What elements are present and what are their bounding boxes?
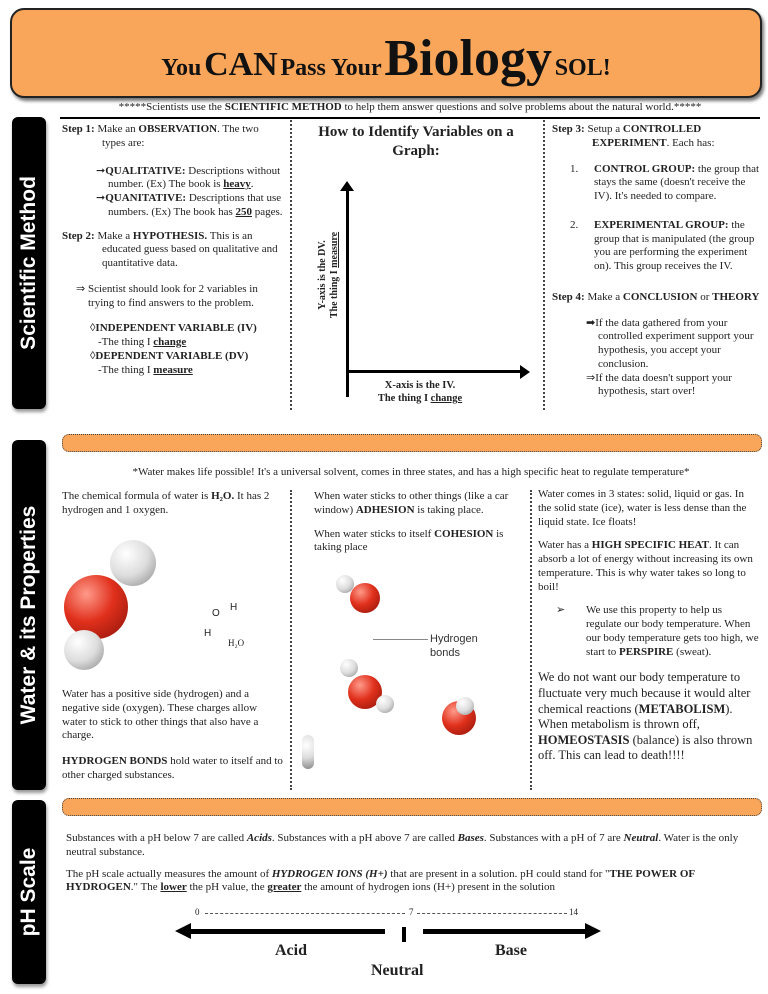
text: Substances with a pH below 7 are called [66,832,247,844]
text: -The thing I [98,336,154,348]
right-arrow-icon [585,923,601,939]
text: QUANITATIVE: [105,192,187,204]
water-col-1-bottom [62,688,284,788]
text: Bases [457,832,484,844]
text: to help them answer questions and solve problems about the natural world.***** [341,101,702,113]
text: . It can absorb a lot of energy without increasing its own temperature. This is why water takes so long to boil! [538,539,753,593]
text: METABOLISM [638,701,726,716]
x-arrow-icon [520,365,530,379]
text: PERSPIRE [619,645,674,658]
tick-14: 14 [569,907,578,917]
text: -The thing I [98,363,154,376]
text: Acids [246,832,272,844]
y-arrow-icon [340,181,354,191]
text: measure [329,231,340,268]
water-col-2 [314,490,524,560]
text: H₂O [228,638,245,648]
divider [60,117,760,119]
text: . Water is the only neutral substance. [66,832,739,858]
column-divider [290,490,292,790]
text: measure [153,363,193,376]
water-intro: *Water makes life possible! It's a universal solvent, comes in three states, and has a high specific heat to regulate temperature* [132,466,690,478]
title-word: Pass Your [280,55,382,81]
section-tab-water [12,440,46,790]
text: Water has a positive side (hydrogen) and a negative side (oxygen). These charges allow water to stick to other things that also have a charge. [62,688,259,742]
text: . Substances with a pH above 7 are called [271,832,458,844]
text: 1. [570,162,579,175]
water-col-3 [538,488,760,769]
title-word: SOL! [554,55,611,81]
text: Step 4: [552,290,585,303]
text: Make a [94,229,133,242]
title-word: CAN [204,46,278,83]
section-bar [62,798,762,816]
text: the amount of hydrogen ions (H+) present in the solution [301,881,556,894]
water-col-1 [62,490,284,523]
text: CONCLUSION [622,290,698,303]
text: O [212,608,220,619]
text: HOMEOSTASIS [538,732,630,747]
text: OBSERVATION [138,123,218,135]
text: the group that stays the same (doesn't receive the IV). It's needed to compare. [594,162,760,202]
text: hold water to itself and to other charged substances. [62,755,283,781]
arrow-bullet-icon: ➢ [556,604,566,617]
ph-text [66,832,756,900]
column-divider [530,490,532,790]
text: Descriptions without number. (Ex) The book is [108,164,281,191]
y-axis [346,189,349,397]
text: Setup a [584,123,623,135]
text: the group that is manipulated (the group you are performing the experiment on). This group receives the IV. [594,218,755,272]
text: . Each has: [666,136,715,149]
text: heavy [223,178,251,191]
text: Step 2: [62,229,95,242]
text: lower [160,881,187,894]
text: When water sticks to itself [314,527,435,540]
text: pages. [252,205,283,218]
graph-panel [300,123,532,413]
text: ). When metabolism is thrown off, [538,701,733,732]
text: This is an educated guess based on qualitative and quantitative data. [102,229,278,269]
left-arrow-icon [175,923,191,939]
section-tab-scientific-method [12,117,46,409]
text: When water sticks to other things (like a car window) [314,490,509,516]
text: The thing I [329,267,340,319]
text: H₂O. [211,490,235,502]
text: is taking place [314,527,504,554]
text: HIGH SPECIFIC HEAT [591,539,709,552]
text: We use this property to help us regulate our body temperature. When our body temperature gets too high, we start to [586,604,759,658]
text: COHESION [434,527,494,540]
text: Y-axis is the DV. [317,240,328,310]
text: QUALITATIVE: [105,164,186,177]
text: H [230,602,238,613]
sci-col-1: Step 1: Make an OBSERVATION. The two types are: ➞QUALITATIVE: Descriptions without number. (Ex) The book is heavy. ➞QUANITATIVE: Descriptions that use numbers. (Ex) The book has 250 pages. Step 2: Make a HYPOTHESIS. This is an educated guess based on qualitative and quantitative data. ⇒ Scientist should look for 2 variables in trying to find answers to the problem. ◊INDEPENDENT VARIABLE (IV) -The thing I change ◊DEPENDENT VARIABLE (DV) -The thing I measure [62,123,283,376]
text: EXPERIMENTAL GROUP: [594,218,729,231]
text: THEORY [712,290,760,303]
text: . Substances with a pH of 7 are [483,832,624,844]
text: We do not want our body temperature to fluctuate very much because it would alter chemical reactions ( [538,670,751,716]
text: SCIENTIFIC METHOD [224,101,342,113]
text: ◊INDEPENDENT VARIABLE (IV) [90,322,257,335]
text: . The two types are: [102,123,259,149]
sci-intro [60,101,760,115]
text: It has 2 hydrogen and 1 oxygen. [62,490,270,516]
section-bar [62,434,762,452]
hydrogen-bonds-image [300,575,525,787]
text: ◊DEPENDENT VARIABLE (DV) [90,349,249,362]
text: (balance) is also thrown off. This can lead to death!!!! [538,732,753,763]
text: X-axis is the IV. [384,380,456,391]
title-word: You [161,55,202,81]
text: *****Scientists use the [118,101,225,113]
text: Make an [94,123,139,135]
text: Step 3: [552,123,585,135]
x-axis [346,370,522,373]
text: Make a [584,290,623,303]
text: Hydrogen bonds [430,633,478,659]
page-title [10,8,762,98]
text: change [430,393,463,405]
x-axis-label [360,379,480,405]
graph-title: How to Identify Variables on a Graph: [318,124,514,159]
text: ." The [130,881,161,894]
text: THE POWER OF HYDROGEN [66,867,695,894]
y-axis-label [317,190,341,360]
text: HYDROGEN IONS (H+) [271,867,388,880]
text: the pH value, the [186,881,268,894]
text: (sweat). [673,645,712,658]
section-tab-ph [12,800,46,984]
text: The pH scale actually measures the amount of [66,867,272,880]
column-divider [543,120,545,410]
text: is taking place. [414,503,484,516]
text: HYPOTHESIS. [132,229,208,242]
text: Neutral [623,832,659,844]
text: If the data gathered from your controlled experiment support your hypothesis, you accept your conclusion. [595,316,754,370]
tab-label: Water & its Properties [16,505,40,725]
text: greater [267,881,302,894]
tick-0: 0 [195,907,200,917]
title-word: Biology [384,30,552,87]
text: Scientist should look for 2 variables in trying to find answers to the problem. [87,282,258,309]
text: or [697,290,713,303]
text: that are present in a solution. pH could stand for " [387,867,610,880]
text: The chemical formula of water is [62,490,212,502]
text: Water comes in 3 states: solid, liquid or gas. In the solid state (ice), water is less dense than the liquid state. Ice floats! [538,488,747,528]
text: Water has a [538,539,592,552]
text: H [204,628,212,639]
tab-label: Scientific Method [16,176,40,350]
text: Step 1: [62,123,95,135]
column-divider [290,120,292,410]
text: 250 [235,205,252,218]
tab-label: pH Scale [16,847,40,937]
acid-arrow [190,929,385,934]
text: 2. [570,218,579,231]
base-arrow [423,929,588,934]
text: HYDROGEN BONDS [62,755,168,767]
sci-col-3: Step 3: Setup a CONTROLLED EXPERIMENT. Each has: 1. CONTROL GROUP: the group that stays the same (doesn't receive the IV). It's needed to compare. 2. EXPERIMENTAL GROUP: the group that is manipulated (the group you are performing the experiment on). This group receives the IV. Step 4: Make a CONCLUSION or THEORY ➡If the data gathered from your controlled experiment support your hypothesis, you accept your conclusion. ⇒If the data doesn't support your hypothesis, start over! [552,123,760,398]
acid-label: Acid [275,942,307,959]
text: Descriptions that use numbers. (Ex) The book has [108,192,282,218]
neutral-label: Neutral [371,962,424,979]
text: The thing I [377,393,431,405]
ph-scale [175,905,605,985]
text: ADHESION [355,503,415,516]
neutral-mark [402,927,406,942]
water-molecule-image [62,530,287,680]
tick-7: 7 [409,907,414,917]
text: CONTROLLED EXPERIMENT [592,123,702,149]
base-label: Base [495,942,527,959]
text: If the data doesn't support your hypothesis, start over! [595,371,732,398]
text: change [153,336,187,348]
text: CONTROL GROUP: [594,162,696,175]
